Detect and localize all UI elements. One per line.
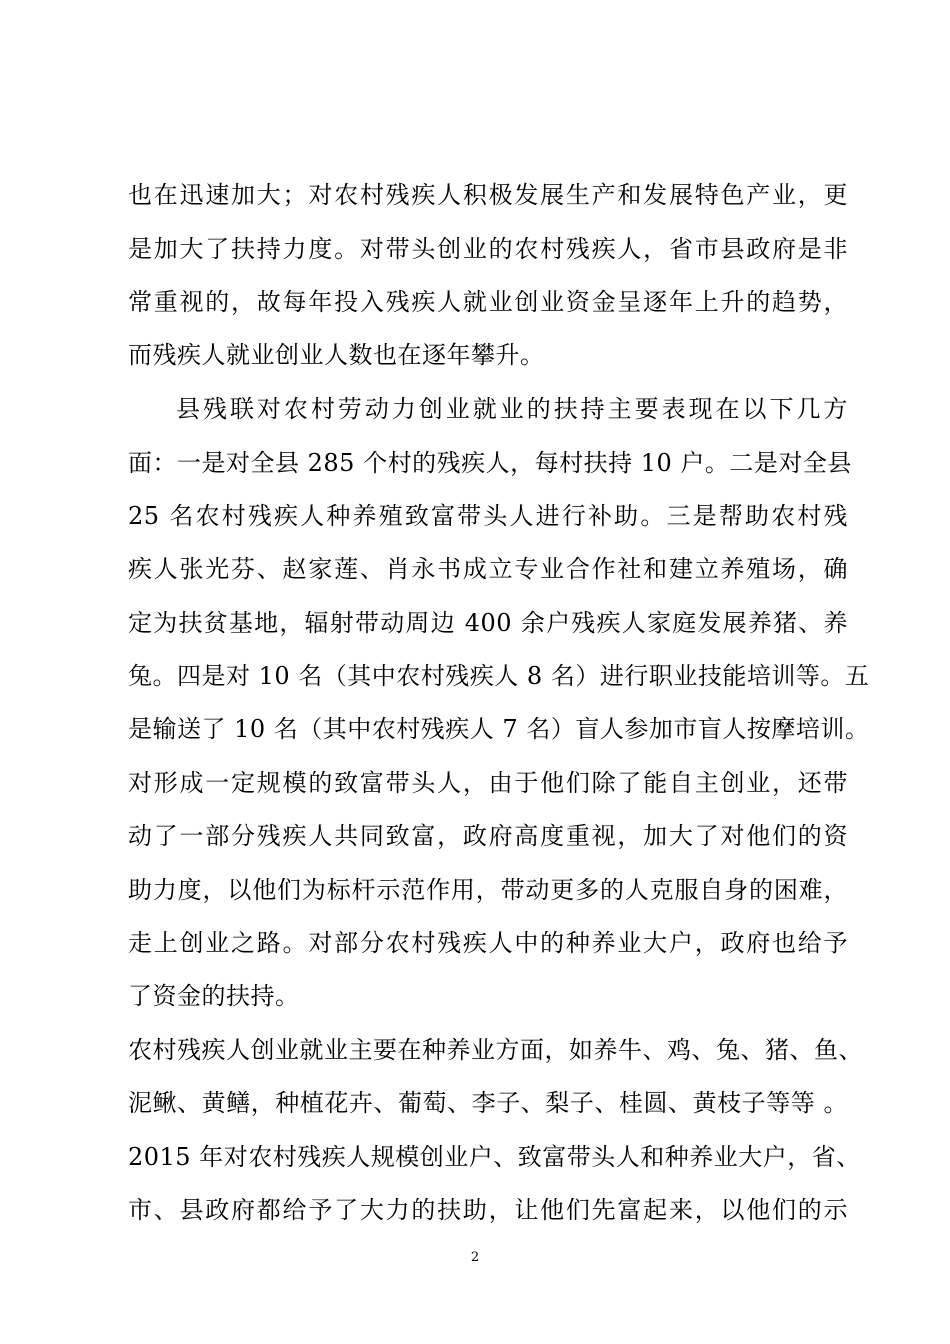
text-line: 2015 年对农村残疾人规模创业户、致富带头人和种养业大户，省、 [128,1143,861,1171]
text-line: 兔。四是对 10 名（其中农村残疾人 8 名）进行职业技能培训等。五 [128,662,870,690]
text-line: 面：一是对全县 285 个村的残疾人，每村扶持 10 户。二是对全县 [128,449,852,477]
text-line: 是输送了 10 名（其中农村残疾人 7 名）盲人参加市盲人按摩培训。 [128,715,870,743]
text-line: 对形成一定规模的致富带头人，由于他们除了能自主创业，还带 [128,769,848,797]
paragraph-first-line: 县残联对农村劳动力创业就业的扶持主要表现在以下几方 [176,395,848,423]
text-line: 也在迅速加大；对农村残疾人积极发展生产和发展特色产业，更 [128,181,848,209]
text-line: 助力度，以他们为标杆示范作用，带动更多的人克服自身的困难， [128,876,848,904]
text-line: 动了一部分残疾人共同致富，政府高度重视，加大了对他们的资 [128,822,848,850]
text-line: 泥鳅、黄鳝，种植花卉、葡萄、李子、梨子、桂圆、黄枝子等等 。 [128,1089,848,1117]
text-line: 疾人张光芬、赵家莲、肖永书成立专业合作社和建立养殖场，确 [128,555,848,583]
text-line: 而残疾人就业创业人数也在逐年攀升。 [128,341,545,369]
text-line: 了资金的扶持。 [128,982,300,1010]
text-line: 走上创业之路。对部分农村残疾人中的种养业大户，政府也给予 [128,929,848,957]
paragraph-first-line: 农村残疾人创业就业主要在种养业方面，如养牛、鸡、兔、猪、鱼、 [128,1036,863,1064]
page-number: 2 [470,1250,480,1265]
text-line: 25 名农村残疾人种养殖致富带头人进行补助。三是帮助农村残 [128,502,848,530]
text-line: 常重视的，故每年投入残疾人就业创业资金呈逐年上升的趋势， [128,288,848,316]
text-line: 是加大了扶持力度。对带头创业的农村残疾人，省市县政府是非 [128,235,848,263]
text-line: 定为扶贫基地，辐射带动周边 400 余户残疾人家庭发展养猪、养 [128,609,848,637]
text-line: 市、县政府都给予了大力的扶助，让他们先富起来，以他们的示 [128,1196,848,1224]
